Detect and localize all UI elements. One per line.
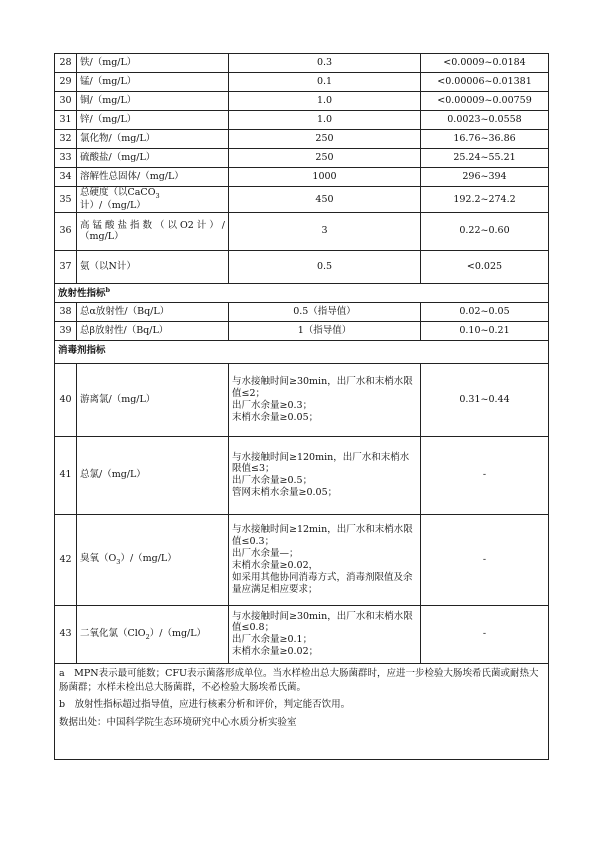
limit-value: 1（指导值）	[229, 321, 421, 340]
measured-range: <0.00009~0.00759	[421, 92, 549, 111]
row-number: 41	[55, 436, 77, 514]
item-name-part: 臭氧（O	[80, 553, 117, 565]
measured-range: <0.0009~0.0184	[421, 54, 549, 73]
row-number: 30	[55, 92, 77, 111]
limit-value: 1000	[229, 168, 421, 187]
table-row	[55, 92, 549, 111]
limit-value: 0.5（指导值）	[229, 302, 421, 321]
row-number: 43	[55, 605, 77, 663]
measured-range: 296~394	[421, 168, 549, 187]
footnote-a: a MPN表示最可能数；CFU表示菌落形成单位。当水样检出总大肠菌群时，应进一步检验大肠埃希氏菌或耐热大肠菌群；水样未检出总大肠菌群，不必检验大肠埃希氏菌。	[59, 667, 539, 694]
measured-range: 192.2~274.2	[421, 187, 549, 213]
disinfectant-body	[55, 340, 549, 759]
measured-range: 16.76~36.86	[421, 130, 549, 149]
row-number: 42	[55, 514, 77, 605]
measured-range: -	[421, 436, 549, 514]
row-number: 39	[55, 321, 77, 340]
section-title-text: 放射性指标	[58, 288, 106, 300]
item-name-part: 计）/（mg/L）	[80, 200, 146, 212]
row-number: 36	[55, 212, 77, 250]
item-name-subscript: 3	[155, 191, 160, 200]
measured-range: 0.0023~0.0558	[421, 111, 549, 130]
row-number: 33	[55, 149, 77, 168]
table-row	[55, 605, 549, 663]
row-number: 40	[55, 363, 77, 436]
limit-standard	[229, 363, 421, 436]
item-name: 铁/（mg/L）	[77, 54, 229, 73]
table-row	[55, 212, 549, 250]
standard-line: 末梢水余量≥0.05；	[232, 411, 319, 423]
item-name	[77, 605, 229, 663]
item-name-subscript: 2	[145, 632, 150, 641]
table-row	[55, 73, 549, 92]
standard-line: 管网末梢水余量≥0.05；	[232, 487, 338, 499]
table-row	[55, 111, 549, 130]
limit-value: 0.3	[229, 54, 421, 73]
row-number: 38	[55, 302, 77, 321]
table-row	[55, 436, 549, 514]
notes-row	[55, 663, 549, 759]
row-number: 35	[55, 187, 77, 213]
table-row	[55, 321, 549, 340]
measured-range: 0.22~0.60	[421, 212, 549, 250]
row-number: 29	[55, 73, 77, 92]
item-name: 锰/（mg/L）	[77, 73, 229, 92]
item-name: 总α放射性/（Bq/L）	[77, 302, 229, 321]
standard-line: 与水接触时间≥30min，出厂水和末梢水限值≤2；	[232, 376, 413, 399]
item-name-part: ）/（mg/L）	[120, 553, 177, 565]
item-name: 氯化物/（mg/L）	[77, 130, 229, 149]
row-number: 31	[55, 111, 77, 130]
item-name-part: 二氧化氯（ClO	[80, 627, 146, 639]
item-name: 溶解性总固体/（mg/L）	[77, 168, 229, 187]
standard-line: 末梢水余量≥0.02，	[232, 559, 319, 571]
limit-value: 450	[229, 187, 421, 213]
measured-range: 0.10~0.21	[421, 321, 549, 340]
standard-line: 与水接触时间≥12min，出厂水和末梢水限值≤0.3；	[232, 524, 413, 548]
limit-value: 0.5	[229, 250, 421, 283]
measured-range: -	[421, 514, 549, 605]
table-row	[55, 130, 549, 149]
item-name-part: ）/（mg/L）	[149, 627, 207, 639]
item-name-part: 总硬度（以CaCO	[80, 187, 156, 198]
item-name	[77, 514, 229, 605]
standard-line: 如采用其他协同消毒方式，消毒剂限值及余量应满足相应要求；	[232, 571, 413, 595]
section-header-row	[55, 283, 549, 302]
standard-line: 末梢水余量≥0.02；	[232, 646, 319, 658]
limit-value: 250	[229, 130, 421, 149]
measured-range: <0.00006~0.01381	[421, 73, 549, 92]
standard-line: 与水接触时间≥30min，出厂水和末梢水限值≤0.8；	[232, 610, 413, 634]
standard-line: 出厂水余量—；	[232, 547, 299, 559]
item-name: 锌/（mg/L）	[77, 111, 229, 130]
data-source-note: 数据出处：中国科学院生态环境研究中心水质分析实验室	[59, 716, 297, 728]
footnote-marker: b	[105, 285, 111, 294]
table-row	[55, 250, 549, 283]
table-notes	[55, 663, 549, 759]
measured-range: -	[421, 605, 549, 663]
table-row	[55, 54, 549, 73]
table-row	[55, 302, 549, 321]
item-name: 硫酸盐/（mg/L）	[77, 149, 229, 168]
table-row	[55, 168, 549, 187]
table-row	[55, 149, 549, 168]
table-row	[55, 514, 549, 605]
footnote-b: b 放射性指标超过指导值，应进行核素分析和评价，判定能否饮用。	[59, 699, 351, 711]
limit-value: 3	[229, 212, 421, 250]
item-name: 总氯/（mg/L）	[77, 436, 229, 514]
measured-range: <0.025	[421, 250, 549, 283]
limit-standard	[229, 514, 421, 605]
item-name: 铜/（mg/L）	[77, 92, 229, 111]
water-quality-table	[54, 53, 549, 760]
row-number: 32	[55, 130, 77, 149]
limit-standard	[229, 605, 421, 663]
item-name: 游离氯/（mg/L）	[77, 363, 229, 436]
measured-range: 25.24~55.21	[421, 149, 549, 168]
item-name: 总β放射性/（Bq/L）	[77, 321, 229, 340]
item-name: 高锰酸盐指数（以O2计）/（mg/L）	[77, 212, 229, 250]
measured-range: 0.31~0.44	[421, 363, 549, 436]
limit-value: 1.0	[229, 111, 421, 130]
limit-value: 250	[229, 149, 421, 168]
row-number: 37	[55, 250, 77, 283]
standard-line: 出厂水余量≥0.3；	[232, 399, 313, 411]
extra-indicators-body	[55, 187, 549, 303]
item-name-subscript: 3	[116, 558, 121, 567]
standard-line: 出厂水余量≥0.1；	[232, 634, 313, 646]
table-row	[55, 187, 549, 213]
general-indicators-body	[55, 54, 549, 187]
limit-value: 1.0	[229, 92, 421, 111]
standard-line: 与水接触时间≥120min，出厂水和末梢水限值≤3；	[232, 451, 410, 475]
limit-value: 0.1	[229, 73, 421, 92]
section-title-disinfectant: 消毒剂指标	[55, 340, 549, 363]
row-number: 34	[55, 168, 77, 187]
standard-line: 出厂水余量≥0.5；	[232, 475, 313, 487]
radioactivity-body	[55, 302, 549, 340]
measured-range: 0.02~0.05	[421, 302, 549, 321]
item-name	[77, 187, 229, 213]
row-number: 28	[55, 54, 77, 73]
section-title-radioactivity	[55, 283, 549, 302]
water-quality-table-page	[54, 53, 548, 760]
table-row	[55, 363, 549, 436]
limit-standard	[229, 436, 421, 514]
item-name: 氨（以N计）	[77, 250, 229, 283]
section-header-row	[55, 340, 549, 363]
